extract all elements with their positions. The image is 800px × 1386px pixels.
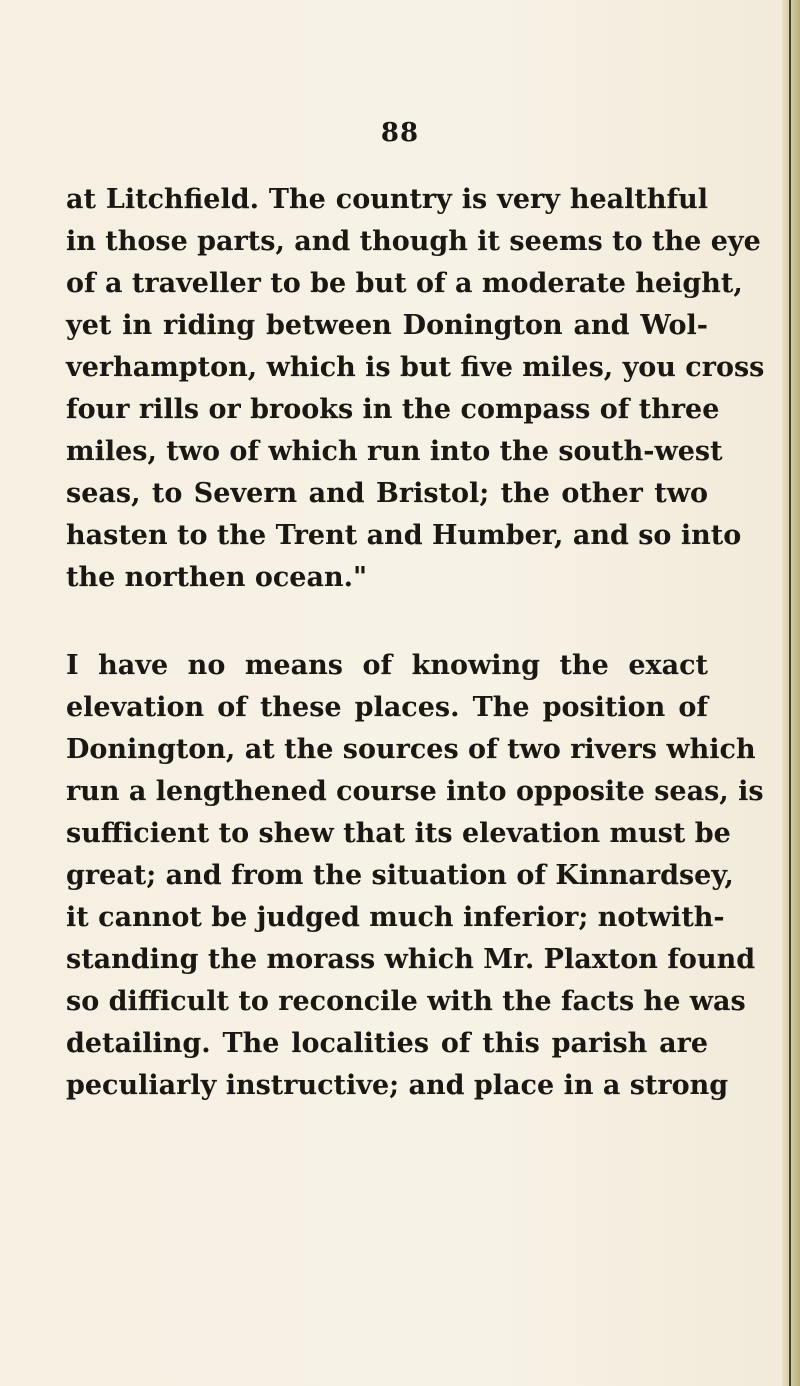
text-line: sufficient to shew that its elevation must be — [66, 818, 731, 849]
text-line: yet in riding between Donington and Wol- — [66, 310, 708, 341]
text-line: peculiarly instructive; and place in a strong — [66, 1070, 729, 1101]
text-line: detailing. The localities of this parish are — [66, 1028, 708, 1059]
text-line: of a traveller to be but of a moderate height, — [66, 268, 743, 299]
page-edge — [782, 0, 800, 1386]
binding-line — [789, 0, 791, 1386]
text-line: standing the morass which Mr. Plaxton found — [66, 944, 756, 975]
text-line: hasten to the Trent and Humber, and so into — [66, 520, 742, 551]
paragraph-first-line: I have no means of knowing the exact — [66, 650, 708, 681]
text-line: great; and from the situation of Kinnardsey, — [66, 860, 734, 891]
page-number: 88 — [380, 118, 420, 148]
text-line: seas, to Severn and Bristol; the other two — [66, 478, 708, 509]
text-line: at Litchfield. The country is very healthful — [66, 184, 708, 215]
text-line: the northen ocean." — [66, 562, 368, 593]
text-line: verhampton, which is but five miles, you cross — [66, 352, 765, 383]
text-line: miles, two of which run into the south-west — [66, 436, 723, 467]
text-line: so difficult to reconcile with the facts he was — [66, 986, 746, 1017]
text-line: in those parts, and though it seems to the eye — [66, 226, 761, 257]
text-line: run a lengthened course into opposite seas, is — [66, 776, 764, 807]
text-line: four rills or brooks in the compass of three — [66, 394, 720, 425]
text-line: elevation of these places. The position of — [66, 692, 708, 723]
text-line: it cannot be judged much inferior; notwith- — [66, 902, 725, 933]
text-line: Donington, at the sources of two rivers which — [66, 734, 756, 765]
